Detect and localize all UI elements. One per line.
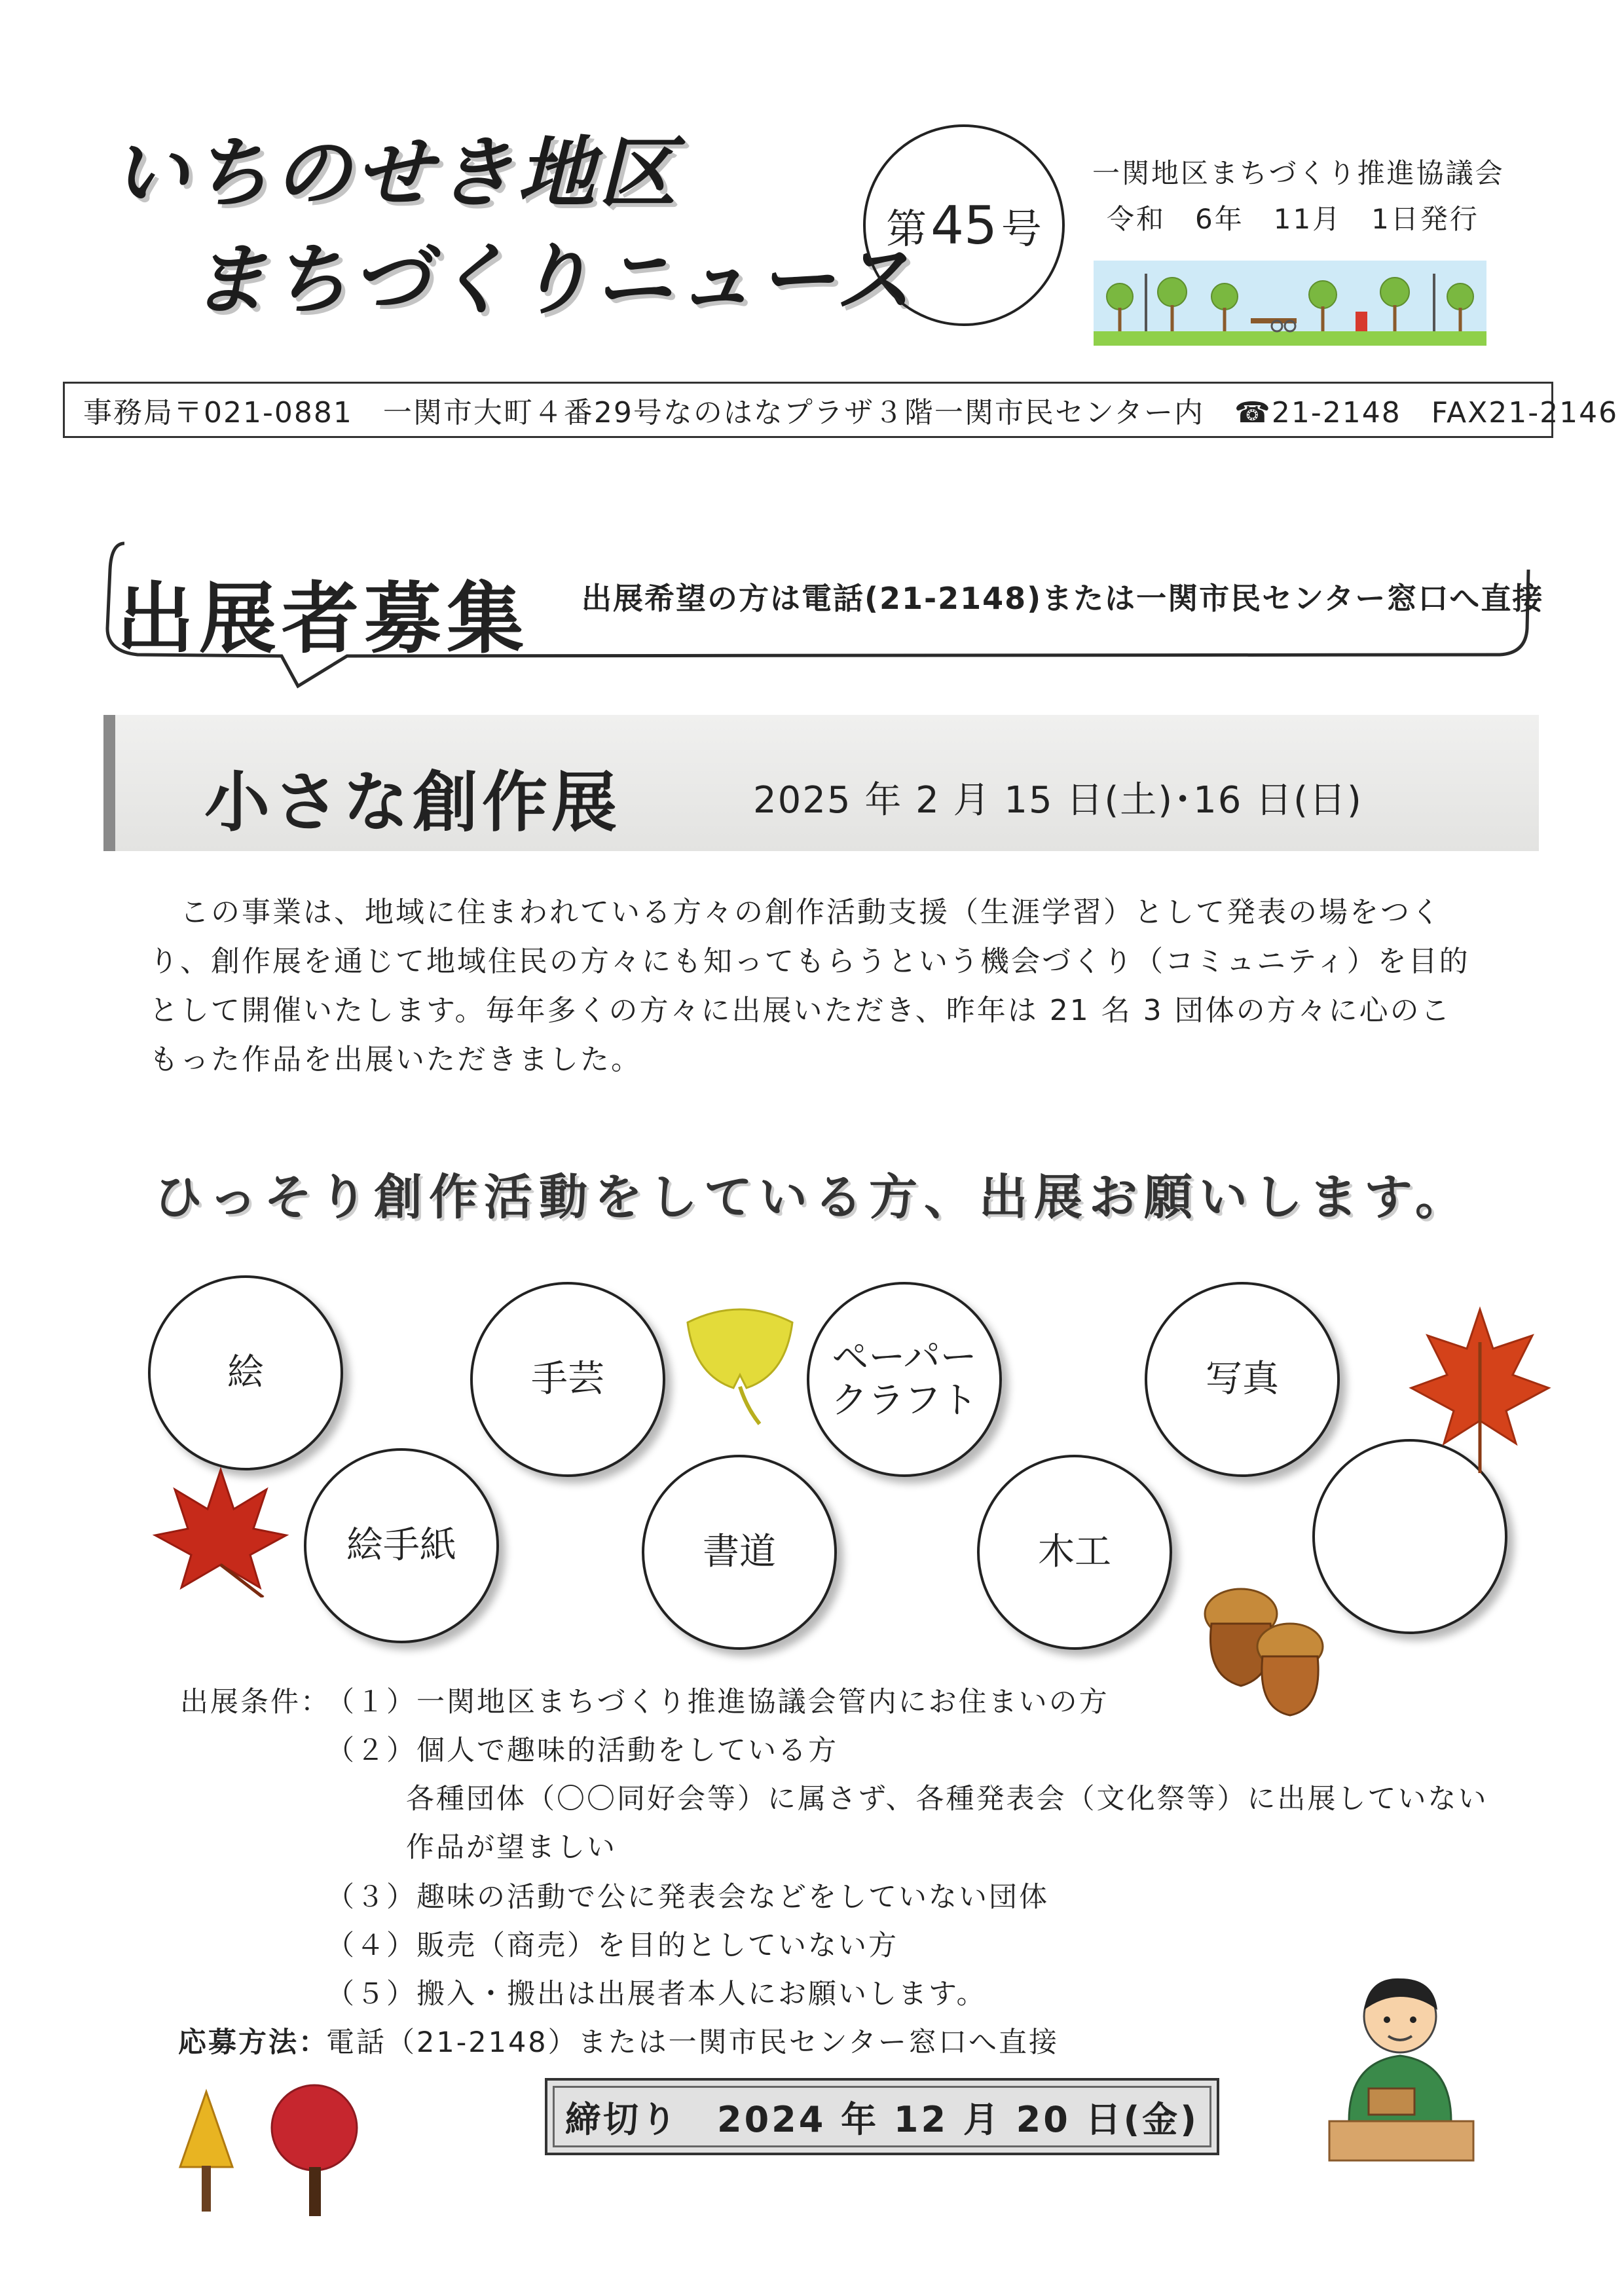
event-date: 2025 年 2 月 15 日(土)･16 日(日) bbox=[753, 779, 1363, 822]
office-address: 事務局〒021-0881 一関市大町４番29号なのはなプラザ３階一関市民センター内 ☎21-2148 FAX21-2146 bbox=[83, 396, 1619, 429]
ginkgo-leaf-icon bbox=[674, 1303, 805, 1434]
category-label: 手芸 bbox=[531, 1358, 604, 1400]
category-handicraft bbox=[470, 1282, 665, 1477]
conditions-label: 出展条件： bbox=[180, 1686, 331, 1719]
category-paper-craft bbox=[807, 1282, 1002, 1477]
issue-suffix: 号 bbox=[1001, 204, 1042, 253]
category-calligraphy bbox=[642, 1455, 837, 1650]
issue-number-badge bbox=[863, 124, 1065, 326]
issue-date: 令和 6年 11月 1日発行 bbox=[1107, 203, 1479, 235]
issue-number: 45 bbox=[931, 194, 997, 256]
apply-label: 応募方法： bbox=[178, 2026, 329, 2059]
category-label-line2: クラフト bbox=[831, 1379, 978, 1422]
category-picture-letter bbox=[304, 1448, 499, 1643]
condition-note: 各種団体（〇〇同好会等）に属さず、各種発表会（文化祭等）に出展していない bbox=[406, 1783, 1488, 1815]
category-label bbox=[831, 1336, 978, 1423]
tree-icon bbox=[170, 2088, 242, 2213]
category-painting bbox=[148, 1275, 343, 1470]
category-label: 書道 bbox=[703, 1531, 776, 1573]
recruit-subtitle: 出展希望の方は電話(21-2148)または一関市民センター窓口へ直接 bbox=[581, 581, 1544, 616]
maple-leaf-icon bbox=[1408, 1303, 1552, 1480]
condition-item: （５）搬入・搬出は出展者本人にお願いします。 bbox=[326, 1978, 987, 2011]
category-photo bbox=[1145, 1282, 1340, 1477]
intro-paragraph: この事業は、地域に住まわれている方々の創作活動支援（生涯学習）として発表の場をつくり、創作展を通じて地域住民の方々にも知ってもらうという機会づくり（コミュニティ）を目的として開催いたします。毎年多くの方々に出展いただき、昨年は 21 名 3 団体の方々に心のこもった作品を出展いただきました。 bbox=[149, 896, 1470, 1076]
maple-leaf-icon bbox=[152, 1467, 289, 1597]
category-label: 絵手紙 bbox=[346, 1524, 456, 1567]
newsletter-title-line1: いちのせき地区 bbox=[111, 128, 680, 218]
newsletter-title-line2: まちづくりニュース bbox=[190, 234, 916, 325]
issue-prefix: 第 bbox=[886, 204, 927, 253]
tree-icon bbox=[262, 2082, 367, 2219]
slogan: ひっそり創作活動をしている方、出展お願いします。 bbox=[153, 1169, 1471, 1226]
deadline-box bbox=[545, 2078, 1219, 2155]
office-address-bar bbox=[63, 382, 1619, 438]
park-scene-icon bbox=[1094, 261, 1486, 346]
condition-item: （２）個人で趣味的活動をしている方 bbox=[326, 1734, 838, 1767]
event-title: 小さな創作展 bbox=[204, 764, 621, 841]
condition-item: （１）一関地区まちづくり推進協議会管内にお住まいの方 bbox=[326, 1686, 1109, 1719]
condition-item: （３）趣味の活動で公に発表会などをしていない団体 bbox=[326, 1881, 1049, 1914]
category-label: 木工 bbox=[1038, 1531, 1111, 1573]
category-woodwork bbox=[977, 1455, 1172, 1650]
category-label-line1: ペーパー bbox=[832, 1336, 977, 1379]
category-label: 絵 bbox=[227, 1351, 264, 1394]
deadline-text: 締切り 2024 年 12 月 20 日(金) bbox=[565, 2098, 1199, 2140]
recruit-title: 出展者募集 bbox=[117, 574, 530, 664]
category-label: 写真 bbox=[1206, 1358, 1279, 1400]
condition-note: 作品が望ましい bbox=[406, 1831, 617, 1864]
publisher-name: 一関地区まちづくり推進協議会 bbox=[1092, 157, 1505, 189]
condition-item: （４）販売（商売）を目的としていない方 bbox=[326, 1929, 898, 1962]
apply-method: 電話（21-2148）または一関市民センター窓口へ直接 bbox=[326, 2026, 1059, 2059]
woodworker-boy-icon bbox=[1323, 1971, 1480, 2167]
acorn-icon bbox=[1198, 1578, 1329, 1722]
